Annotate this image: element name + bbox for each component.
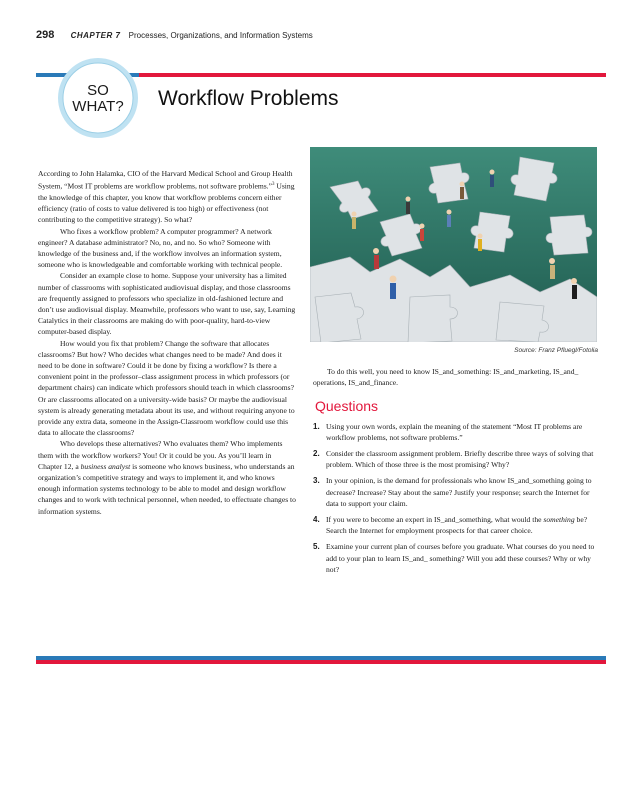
puzzle-photo: [310, 147, 597, 342]
chapter-title: Processes, Organizations, and Information Systems: [128, 31, 313, 40]
header-rule-red: [139, 73, 606, 77]
right-column: [313, 366, 595, 580]
questions-heading: Questions: [315, 398, 379, 415]
paragraph-4: How would you fix that problem? Change the software that allocates classrooms? But how? Who decides what changes need to be made? And does it need to be done in software? Could it be done by fixing a workflow? Is there a convenient point in the professor–class assignment process in which professors (or department chairs) can indicate which professors should teach in which classrooms? Or are classrooms allocated on a university-wide basis? Or maybe the audiovisual system is already generating metadata about its use, and without requiring anyone to provide any extra data, someone in the Assign-Classroom workflow could use this data to allocate the classrooms?: [38, 338, 295, 438]
badge-line-2: WHAT?: [72, 98, 124, 115]
question-item: 3. In your opinion, is the demand for professionals who know IS_and_something going to decrease? Increase? Stay about the same? Justify your response; search the Internet for data to support your claim.: [313, 476, 592, 508]
so-what-badge: [53, 56, 145, 140]
question-item: 2. Consider the classroom assignment problem. Briefly describe three ways of solving that problem. Which of those three is the most promising? Why?: [313, 449, 594, 470]
paragraph-3: Consider an example close to home. Suppose your university has a limited number of classrooms with sophisticated audiovisual display, and those classrooms are frequently assigned to professors who specialize in old-fashioned lecture and don’t use audiovisual display. Meanwhile, professors who want to use, say, Learning Catalytics in their classrooms are making do with poor-quality, hard-to-view computer-based display.: [38, 271, 296, 337]
badge-line-1: SO: [87, 82, 109, 99]
paragraph-5: Who develops these alternatives? Who evaluates them? Who implements them with the workflow workers? You! Or it could be you. As you’ll learn in Chapter 12, a business analyst is someone who knows business, who understands an organization’s competitive strategy and ways to implement it, and who knows enough information systems technology to be able to model and design workflow changes and to work with technical personnel, when needed, to effectuate changes to information systems.: [38, 439, 296, 516]
questions-list: [313, 421, 595, 575]
paragraph-2: Who fixes a workflow problem? A computer programmer? A network engineer? A database administrator? No, no, and no. So who? Someone with knowledge of the business and, if the workflow involves an information system, someone who is knowledgeable and comfortable working with technical people.: [38, 226, 283, 270]
running-header: [36, 29, 313, 41]
page-number: 298: [36, 29, 55, 41]
question-item: 1. Using your own words, explain the meaning of the statement “Most IT problems are workflow problems, not software problems.”: [313, 421, 583, 442]
page-title: Workflow Problems: [158, 87, 339, 110]
question-item: 4. If you were to become an expert in IS_and_something, what would the something be? Search the Internet for employment prospects for that career choice.: [313, 515, 588, 536]
chapter-label: CHAPTER 7: [70, 31, 121, 40]
left-column: [38, 168, 296, 517]
paragraph-1: According to John Halamka, CIO of the Harvard Medical School and Group Health System, “Most IT problems are workflow problems, not software problems.”$^3$ Using the knowledge of this chapter, you know that workflow problems concern either efficiency (ratio of costs to value delivered is too high) or effectiveness (not contributing to the competitive strategy). So what?: [38, 169, 295, 225]
question-item: 5. Examine your current plan of courses before you graduate. What courses do you need to add to your plan to learn IS_and_ something? Will you add these courses? Why or why not?: [313, 542, 595, 574]
lead-paragraph: To do this well, you need to know IS_and_something: IS_and_marketing, IS_and_ operations, IS_and_finance.: [313, 367, 579, 388]
footer-rule-red: [36, 660, 606, 664]
photo-credit: Source: Franz Pfluegl/Fotolia: [514, 347, 598, 354]
